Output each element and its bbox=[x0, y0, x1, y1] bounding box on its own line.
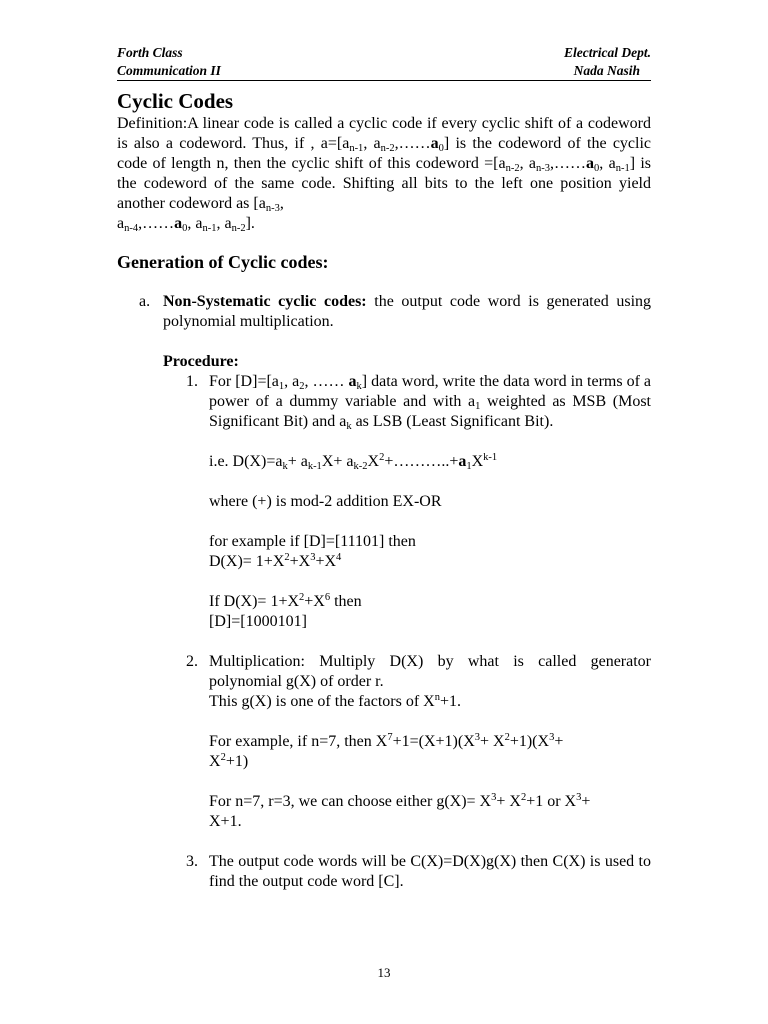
step-number: 2. bbox=[186, 653, 198, 670]
example-2-line-1: If $D(X)= 1+X^2+X^6$ then bbox=[209, 592, 362, 610]
example-1-line-2: $D(X)= 1+X^2+X^3+X^4$ bbox=[209, 552, 342, 570]
example-2-line-2: [D]=[1000101] bbox=[209, 613, 307, 630]
header-class: Forth Class bbox=[117, 45, 183, 60]
procedure-step-1: 1. For $[D]=[a_1$, $a_2$, …… $a_k$] data word, write the data word in terms of a power of a dummy variable and with $a_1$ weighted as MSB (Most Significant Bit) and $a_k$ as LSB (Least Significant Bit). i.e. $D(X)=a_k+ a_{k-1}X+$ $a_{k-2}X^2+\dots\dots\dots..+a_1X^{k-1}$ where (+) is mod-2 addition EX-OR for example if [D]=[11101] then $D(X)= 1+X^2+X^3+X^4$ If $D(X)= 1+X^2+X^6$ then [D]=[1000101] bbox=[186, 373, 652, 630]
generator-choice: For n=7, r=3, we can choose either $g(X)= X^3+ X^2+1$ or $X^3+$ X+1. bbox=[209, 792, 591, 830]
step-number: 1. bbox=[186, 373, 198, 390]
example-1-line-1: for example if [D]=[11101] then bbox=[209, 533, 416, 550]
header-author: Nada Nasih bbox=[573, 63, 640, 78]
step-number: 3. bbox=[186, 853, 198, 870]
procedure-step-2: 2. Multiplication: Multiply D(X) by what is called generator polynomial g(X) of order r. This g(X) is one of the factors of $X^n+1$. For example, if n=7, then $X^7+1=(X+1)(X^3+ X^2+1)(X^3+$ $X^2+1$) For n=7, r=3, we can choose either $g(X)= X^3+ X^2+1$ or $X^3+$ X+1. bbox=[186, 653, 651, 830]
page-header bbox=[117, 44, 651, 80]
data-word-polynomial: i.e. $D(X)=a_k+ a_{k-1}X+$ $a_{k-2}X^2+\dots\dots\dots..+a_1X^{k-1}$ bbox=[209, 452, 498, 472]
page-title: Cyclic Codes bbox=[117, 89, 234, 113]
item-label: Non-Systematic cyclic codes: bbox=[163, 293, 367, 310]
header-department: Electrical Dept. bbox=[564, 45, 651, 60]
list-item-nonsystematic: a. Non-Systematic cyclic codes: the output code word is generated using polynomial multiplication. bbox=[139, 293, 652, 330]
procedure-step-3: 3. The output code words will be C(X)=D(X)g(X) then C(X) is used to find the output code word [C]. bbox=[186, 853, 651, 890]
section-heading: Generation of Cyclic codes: bbox=[117, 252, 329, 272]
header-course: Communication II bbox=[117, 63, 221, 78]
mod2-note: where (+) is mod-2 addition EX-OR bbox=[209, 493, 442, 510]
list-marker: a. bbox=[139, 293, 151, 310]
header-divider bbox=[117, 80, 651, 81]
procedure-heading: Procedure: bbox=[163, 353, 239, 370]
page-number: 13 bbox=[377, 965, 391, 980]
page-content bbox=[117, 88, 651, 892]
definition-paragraph: Definition:A linear code is called a cyclic code if every cyclic shift of a codeword is also a codeword. Thus, if , $a=[a_{n-1}$, $a_{n-2},\dots\dots a_0$] is the codeword of the cyclic code of length n, then the cyclic shift of this codeword $=[a_{n-2}$, $a_{n-3},\dots\dots a_0$, $a_{n-1}$] is the codeword of the same code. Shifting all bits to the left one position yield another codeword as [$a_{n-3}$, $a_{n-4},\dots\dots a_0$, $a_{n-1}$, $a_{n-2}$]. bbox=[117, 115, 652, 234]
factorization-example: For example, if n=7, then $X^7+1=(X+1)(X^3+ X^2+1)(X^3+$ $X^2+1$) bbox=[209, 732, 564, 770]
